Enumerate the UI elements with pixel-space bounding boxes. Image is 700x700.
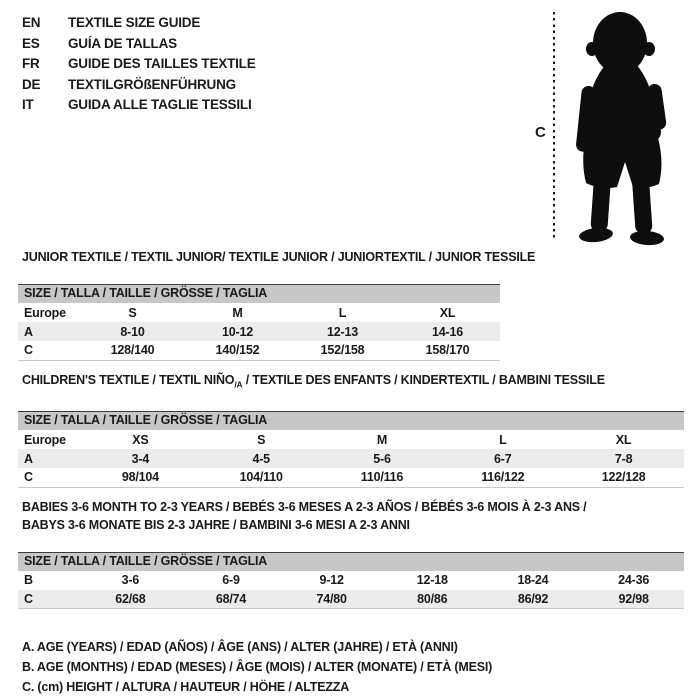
legend-line: A. AGE (YEARS) / EDAD (AÑOS) / ÂGE (ANS) / ALTER (JAHRE) / ETÀ (ANNI): [22, 640, 458, 654]
size-cell: 110/116: [360, 470, 404, 485]
height-measure-label: C: [535, 124, 546, 141]
table-row: [18, 322, 500, 341]
size-table: [18, 411, 684, 488]
language-label: GUIDA ALLE TAGLIE TESSILI: [68, 97, 252, 112]
size-table: [18, 284, 500, 361]
size-guide-section: [18, 373, 684, 488]
size-cell: S: [257, 432, 266, 447]
table-size-header: SIZE / TALLA / TAILLE / GRÖSSE / TAGLIA: [18, 411, 684, 430]
size-cell: 24-36: [618, 573, 650, 587]
section-title: [18, 250, 684, 264]
size-cell: 5-6: [373, 451, 391, 466]
section-title-line: JUNIOR TEXTILE / TEXTIL JUNIOR/ TEXTILE JUNIOR / JUNIORTEXTIL / JUNIOR TESSILE: [22, 250, 536, 264]
size-cell: XL: [439, 305, 456, 320]
size-cell: XS: [132, 432, 149, 447]
size-cell: 116/122: [481, 470, 525, 485]
measure-legend: [18, 637, 684, 697]
table-row: [18, 449, 684, 468]
size-cell: 12-18: [416, 573, 448, 587]
size-cell: M: [376, 432, 388, 447]
baby-silhouette: [556, 6, 688, 246]
row-label: Europe: [24, 432, 66, 447]
size-cell: L: [338, 305, 347, 320]
size-cell: 80/86: [417, 591, 448, 606]
language-label: TEXTILE SIZE GUIDE: [68, 15, 201, 30]
height-measure-line: [553, 12, 555, 241]
row-label: A: [24, 451, 33, 466]
size-cell: 128/140: [110, 343, 155, 358]
size-cell: 14-16: [432, 324, 463, 339]
figure-area: [0, 0, 700, 250]
row-label: B: [24, 573, 33, 587]
section-title: [18, 373, 684, 392]
table-size-header: SIZE / TALLA / TAILLE / GRÖSSE / TAGLIA: [18, 552, 684, 571]
language-code: ES: [22, 35, 40, 51]
size-cell: 4-5: [252, 451, 270, 466]
size-cell: 74/80: [316, 591, 347, 606]
row-label: C: [24, 591, 33, 606]
size-table-grid: [18, 430, 684, 488]
section-title-line: BABYS 3-6 MONATE BIS 2-3 JAHRE / BAMBINI 3-6 MESI A 2-3 ANNI: [22, 517, 410, 532]
language-code: IT: [22, 97, 34, 112]
size-table: [18, 552, 684, 610]
size-cell: 7-8: [614, 451, 633, 466]
size-cell: XL: [615, 432, 632, 447]
section-title-line: CHILDREN'S TEXTILE / TEXTIL $NIÑO_{/A}$ / TEXTILE DES ENFANTS / KINDERTEXTIL / BAMBINI TESSILE: [22, 372, 605, 389]
language-code: DE: [22, 76, 41, 92]
table-row: [18, 468, 684, 487]
table-size-header: SIZE / TALLA / TAILLE / GRÖSSE / TAGLIA: [18, 284, 500, 303]
size-cell: 18-24: [517, 573, 549, 587]
size-cell: 8-10: [120, 324, 145, 339]
size-cell: 140/152: [215, 343, 260, 358]
size-guide-section: [18, 250, 684, 361]
size-cell: 12-13: [327, 324, 358, 339]
size-cell: 158/170: [425, 343, 470, 358]
size-cell: 98/104: [121, 470, 159, 485]
row-label: C: [24, 470, 33, 485]
size-table-grid: [18, 571, 684, 610]
size-table-grid: [18, 303, 500, 361]
language-label: GUÍA DE TALLAS: [68, 35, 177, 51]
content-area: [18, 250, 684, 697]
language-label: GUIDE DES TAILLES TEXTILE: [68, 56, 256, 71]
size-cell: M: [232, 305, 243, 320]
size-guide-section: [18, 500, 684, 610]
size-cell: 86/92: [517, 591, 549, 606]
table-row: [18, 303, 500, 322]
size-cell: 92/98: [618, 591, 649, 606]
language-label: TEXTILGRÖßENFÜHRUNG: [68, 76, 236, 92]
row-label: C: [24, 343, 33, 358]
size-cell: 6-9: [222, 573, 240, 587]
table-row: [18, 341, 500, 360]
table-row: [18, 571, 684, 590]
size-cell: 6-7: [494, 451, 512, 466]
legend-line: C. (cm) HEIGHT / ALTURA / HAUTEUR / HÖHE / ALTEZZA: [22, 680, 350, 694]
size-cell: 10-12: [222, 324, 253, 339]
size-cell: 3-4: [131, 451, 150, 466]
size-cell: 122/128: [601, 470, 646, 485]
size-cell: 104/110: [239, 470, 283, 485]
size-cell: S: [128, 305, 137, 320]
section-title: [18, 500, 684, 532]
table-row: [18, 430, 684, 449]
baby-silhouette-shape: [575, 12, 667, 246]
table-row: [18, 590, 684, 609]
row-label: A: [24, 324, 33, 339]
size-tables: [18, 250, 684, 609]
size-cell: 3-6: [121, 573, 140, 587]
size-cell: 62/68: [115, 591, 146, 606]
language-code: EN: [22, 15, 41, 30]
legend-line: B. AGE (MONTHS) / EDAD (MESES) / ÂGE (MOIS) / ALTER (MONATE) / ETÀ (MESI): [22, 660, 493, 674]
size-cell: 68/74: [215, 591, 247, 606]
language-code: FR: [22, 56, 40, 71]
section-title-line: BABIES 3-6 MONTH TO 2-3 YEARS / BEBÉS 3-6 MESES A 2-3 AÑOS / BÉBÉS 3-6 MOIS À 2-3 ANS /: [22, 499, 587, 514]
size-cell: 9-12: [319, 573, 344, 587]
size-cell: L: [499, 432, 507, 447]
row-label: Europe: [24, 305, 66, 320]
size-cell: 152/158: [320, 343, 365, 358]
